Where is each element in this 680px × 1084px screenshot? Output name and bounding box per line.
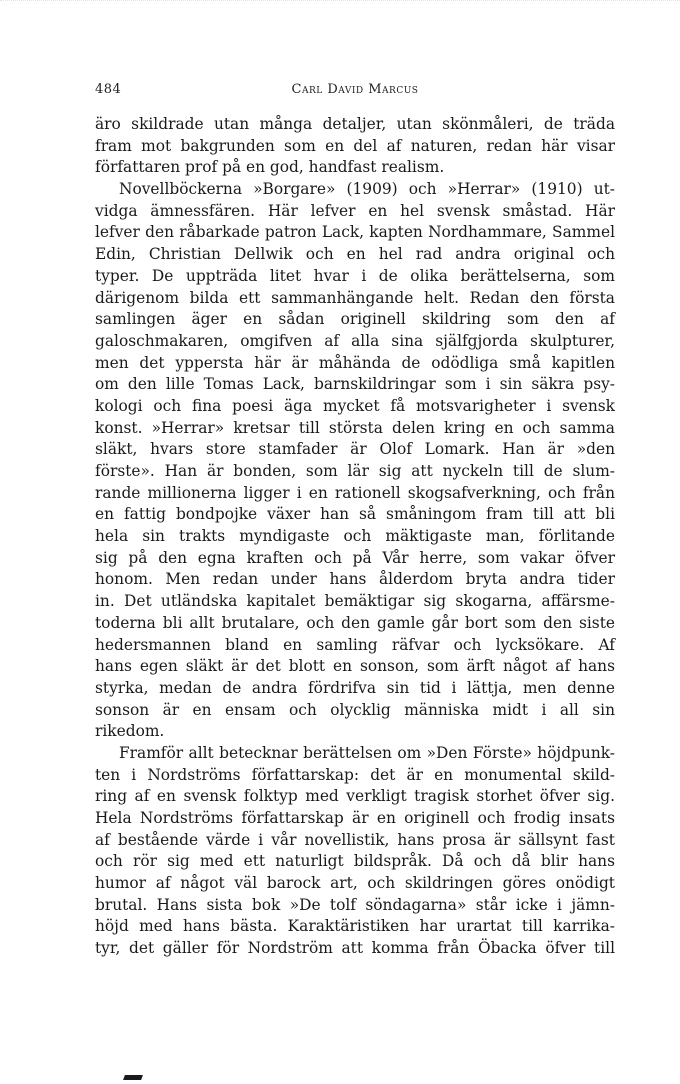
scan-mark bbox=[123, 1075, 143, 1080]
text-line: kologi och fina poesi äga mycket få motsvarigheter i svensk bbox=[95, 396, 615, 415]
text-line: rande millionerna ligger i en rationell skogsafverkning, och från bbox=[95, 483, 615, 502]
text-line: och rör sig med ett naturligt bildspråk. Då och då blir hans bbox=[95, 852, 615, 871]
scan-edge-specks bbox=[0, 0, 680, 13]
text-line: in. Det utländska kapitalet bemäktigar sig skogarna, affärsme- bbox=[95, 592, 615, 611]
text-line: konst. »Herrar» kretsar till största delen kring en och samma bbox=[95, 418, 615, 437]
text-line: styrka, medan de andra fördrifva sin tid i lättja, men denne bbox=[95, 678, 615, 697]
text-line: ten i Nordströms författarskap: det är en monumental skild- bbox=[95, 765, 615, 784]
text-line: tyr, det gäller för Nordström att komma från Öbacka öfver till bbox=[95, 939, 615, 958]
text-line: toderna bli allt brutalare, och den gamle går bort som den siste bbox=[95, 613, 615, 632]
text-line: rikedom. bbox=[95, 722, 165, 741]
text-line: därigenom bilda ett sammanhängande helt. Redan den första bbox=[95, 288, 615, 307]
text-line: honom. Men redan under hans ålderdom bryta andra tider bbox=[95, 570, 615, 589]
running-title: Carl David Marcus bbox=[291, 82, 419, 97]
text-line: en fattig bondpojke växer han så småningom fram till att bli bbox=[95, 505, 615, 524]
text-line: om den lille Tomas Lack, barnskildringar som i sin säkra psy- bbox=[95, 375, 615, 394]
text-line: höjd med hans bästa. Karaktäristiken har urartat till karrika- bbox=[95, 917, 615, 936]
text-line: typer. De uppträda litet hvar i de olika berättelserna, som bbox=[95, 266, 615, 285]
text-line: ring af en svensk folktyp med verkligt tragisk storhet öfver sig. bbox=[95, 787, 615, 806]
text-line: Framför allt betecknar berättelsen om »Den Förste» höjdpunk- bbox=[119, 743, 615, 762]
text-line: men det yppersta här är måhända de odödliga små kapitlen bbox=[95, 353, 615, 372]
book-page bbox=[95, 82, 615, 960]
text-line: Edin, Christian Dellwik och en hel rad andra original och bbox=[95, 245, 615, 264]
body-text bbox=[95, 114, 615, 960]
text-line: hedersmannen bland en samling räfvar och lycksökare. Af bbox=[95, 635, 615, 654]
text-line: sig på den egna kraften och på Vår herre, som vakar öfver bbox=[95, 548, 615, 567]
text-line: sonson är en ensam och olycklig människa midt i all sin bbox=[95, 700, 615, 719]
text-line: äro skildrade utan många detaljer, utan skönmåleri, de träda bbox=[95, 115, 615, 133]
text-line: hela sin trakts myndigaste och mäktigaste man, förlitande bbox=[95, 527, 615, 546]
text-line: Novellböckerna »Borgare» (1909) och »Herrar» (1910) ut- bbox=[119, 180, 615, 199]
text-line: brutal. Hans sista bok »De tolf söndagarna» står icke i jämn- bbox=[95, 895, 615, 914]
text-line: hans egen släkt är det blott en sonson, som ärft något af hans bbox=[95, 657, 615, 676]
text-line: af bestående värde i vår novellistik, hans prosa är sällsynt fast bbox=[95, 830, 615, 849]
text-line: förste». Han är bonden, som lär sig att nyckeln till de slum- bbox=[95, 462, 615, 480]
page-number: 484 bbox=[95, 82, 122, 97]
text-line: samlingen äger en sådan originell skildring som den af bbox=[95, 310, 615, 329]
running-head bbox=[95, 82, 615, 104]
text-line: Hela Nordströms författarskap är en originell och frodig insats bbox=[95, 809, 615, 827]
text-line: humor af något väl barock art, och skildringen göres onödigt bbox=[95, 874, 615, 893]
text-line: vidga ämnessfären. Här lefver en hel svensk småstad. Här bbox=[95, 201, 615, 220]
text-line: släkt, hvars store stamfader är Olof Lomark. Han är »den bbox=[95, 440, 615, 459]
text-line: fram mot bakgrunden som en del af naturen, redan här visar bbox=[95, 136, 615, 155]
text-line: galoschmakaren, omgifven af alla sina själfgjorda skulpturer, bbox=[95, 331, 615, 350]
text-line: författaren prof på en god, handfast realism. bbox=[95, 158, 445, 177]
text-line: lefver den råbarkade patron Lack, kapten Nordhammare, Sammel bbox=[95, 223, 615, 242]
